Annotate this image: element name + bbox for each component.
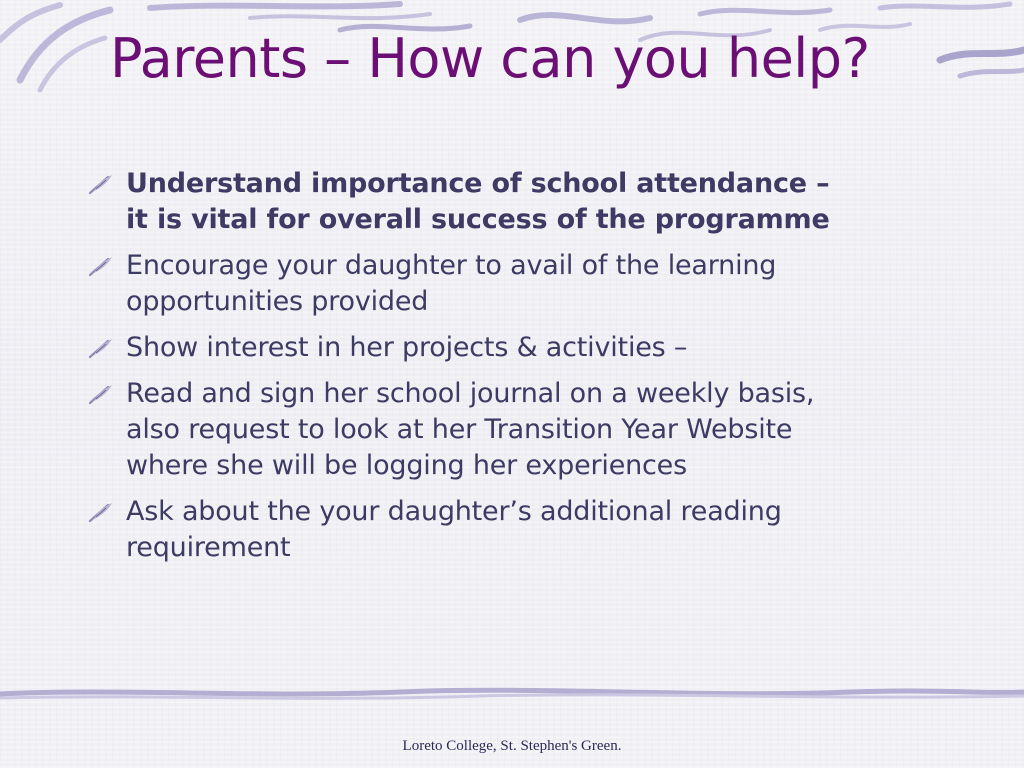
bullet-item <box>86 330 966 366</box>
bullet-line: also request to look at her Transition Year Website <box>126 414 793 445</box>
bullet-line: Show interest in her projects & activities – <box>126 332 688 363</box>
quill-bullet-icon <box>86 383 116 405</box>
bullet-item <box>86 376 966 484</box>
quill-bullet-icon <box>86 255 116 277</box>
decorative-divider <box>0 684 1024 708</box>
quill-bullet-icon <box>86 173 116 195</box>
quill-bullet-icon <box>86 501 116 523</box>
bullet-line: Understand importance of school attendance – <box>126 168 830 199</box>
bullet-list <box>86 166 966 576</box>
bullet-line: where she will be logging her experiences <box>126 450 687 481</box>
bullet-line: Ask about the your daughter’s additional reading <box>126 496 782 527</box>
bullet-line: Read and sign her school journal on a weekly basis, <box>126 378 815 409</box>
slide-title: Parents – How can you help? <box>110 27 870 90</box>
bullet-item <box>86 494 966 566</box>
bullet-line: requirement <box>126 532 291 563</box>
bullet-line: Encourage your daughter to avail of the learning <box>126 250 777 281</box>
bullet-item <box>86 248 966 320</box>
quill-bullet-icon <box>86 337 116 359</box>
bullet-item <box>86 166 966 238</box>
footer-text: Loreto College, St. Stephen's Green. <box>402 738 622 754</box>
bullet-line: opportunities provided <box>126 286 429 317</box>
bullet-line: it is vital for overall success of the programme <box>126 204 830 235</box>
